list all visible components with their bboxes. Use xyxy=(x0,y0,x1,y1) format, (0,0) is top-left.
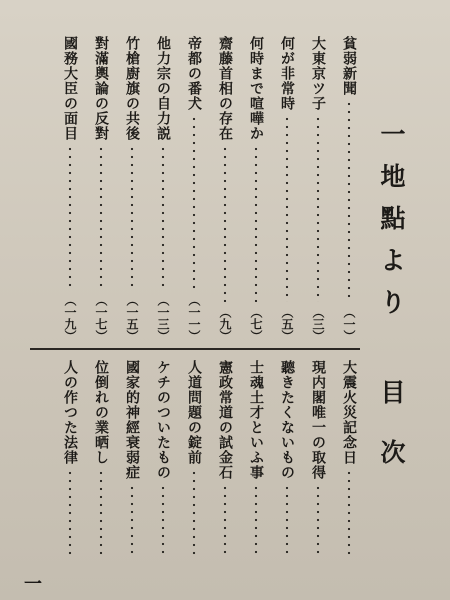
dot-leader xyxy=(192,115,196,290)
toc-entry-bottom-3 xyxy=(278,360,296,560)
toc-entry-top-3 xyxy=(278,36,296,342)
toc-entry-title: ケチのついたもの xyxy=(155,360,171,480)
dot-leader xyxy=(68,145,72,290)
dot-leader xyxy=(99,145,103,290)
toc-entry-title: 貧弱新聞 xyxy=(341,36,357,96)
toc-entry-page: （五） xyxy=(280,306,294,342)
toc-entry-title: 何が非常時 xyxy=(279,36,295,111)
dot-leader xyxy=(285,484,289,556)
dot-leader xyxy=(68,469,72,556)
toc-entry-page: （一七） xyxy=(94,294,108,342)
toc-entry-title: 他力宗の自力説 xyxy=(155,36,171,141)
toc-entry-title: 國家的神經衰弱症 xyxy=(124,360,140,480)
toc-entry-title: 帝都の番犬 xyxy=(186,36,202,111)
toc-entry-bottom-9 xyxy=(92,360,110,560)
toc-entry-title: 國務大臣の面目 xyxy=(62,36,78,141)
toc-entry-top-4 xyxy=(247,36,265,342)
toc-entry-title: 何時まで喧嘩か xyxy=(248,36,264,141)
toc-entry-bottom-1 xyxy=(340,360,358,560)
book-title-char-1: 一 xyxy=(380,120,406,149)
toc-entry-title: 竹槍廚旗の共後 xyxy=(124,36,140,141)
dot-leader xyxy=(285,115,289,302)
dot-leader xyxy=(223,145,227,302)
dot-leader xyxy=(254,145,258,302)
toc-entry-title: 士魂土才といふ事 xyxy=(248,360,264,480)
toc-entry-title: 大震火災記念日 xyxy=(341,360,357,465)
dot-leader xyxy=(254,484,258,556)
toc-entry-title: 人道問題の錠前 xyxy=(186,360,202,465)
toc-entry-top-6 xyxy=(185,36,203,342)
toc-entry-title: 齋藤首相の存在 xyxy=(217,36,233,141)
toc-entry-page: （一三） xyxy=(156,294,170,342)
toc-entry-top-5 xyxy=(216,36,234,342)
dot-leader xyxy=(347,100,351,302)
dot-leader xyxy=(130,484,134,556)
dot-leader xyxy=(192,469,196,556)
toc-entry-bottom-10 xyxy=(61,360,79,560)
toc-entry-bottom-5 xyxy=(216,360,234,560)
toc-entry-bottom-6 xyxy=(185,360,203,560)
toc-entry-page: （一一） xyxy=(187,294,201,342)
toc-label-char-1: 目 xyxy=(380,378,406,407)
book-title-char-2: 地 xyxy=(380,162,406,191)
toc-entry-title: 憲政常道の試金石 xyxy=(217,360,233,480)
page-number: 一 xyxy=(24,574,42,595)
toc-entry-page: （九） xyxy=(218,306,232,342)
toc-entry-page: （一五） xyxy=(125,294,139,342)
toc-entry-top-7 xyxy=(154,36,172,342)
toc-entry-top-2 xyxy=(309,36,327,342)
toc-entry-top-1 xyxy=(340,36,358,342)
toc-entry-title: 大東京ツ子 xyxy=(310,36,326,111)
toc-entry-title: 位倒れの業晒し xyxy=(93,360,109,465)
toc-entry-title: 人の作つた法律 xyxy=(62,360,78,465)
toc-entry-bottom-2 xyxy=(309,360,327,560)
book-title-char-5: り xyxy=(380,288,406,317)
toc-entry-bottom-7 xyxy=(154,360,172,560)
toc-entry-page: （三） xyxy=(311,306,325,342)
toc-entry-bottom-4 xyxy=(247,360,265,560)
dot-leader xyxy=(316,484,320,556)
dot-leader xyxy=(161,484,165,556)
toc-entry-title: 對滿輿論の反對 xyxy=(93,36,109,141)
toc-entry-top-10 xyxy=(61,36,79,342)
dot-leader xyxy=(161,145,165,290)
dot-leader xyxy=(130,145,134,290)
book-title-char-3: 點 xyxy=(380,204,406,233)
toc-entry-title: 現内閣唯一の取得 xyxy=(310,360,326,480)
toc-entry-top-8 xyxy=(123,36,141,342)
toc-entry-top-9 xyxy=(92,36,110,342)
toc-entry-page: （七） xyxy=(249,306,263,342)
dot-leader xyxy=(347,469,351,556)
dot-leader xyxy=(99,469,103,556)
dot-leader xyxy=(223,484,227,556)
toc-entry-page: （一） xyxy=(342,306,356,342)
toc-label-char-2: 次 xyxy=(380,438,406,467)
dot-leader xyxy=(316,115,320,302)
toc-entry-title: 聽きたくないもの xyxy=(279,360,295,480)
section-divider-rule xyxy=(30,348,360,350)
book-title-char-4: よ xyxy=(380,246,406,275)
toc-entry-page: （一九） xyxy=(63,294,77,342)
toc-entry-bottom-8 xyxy=(123,360,141,560)
